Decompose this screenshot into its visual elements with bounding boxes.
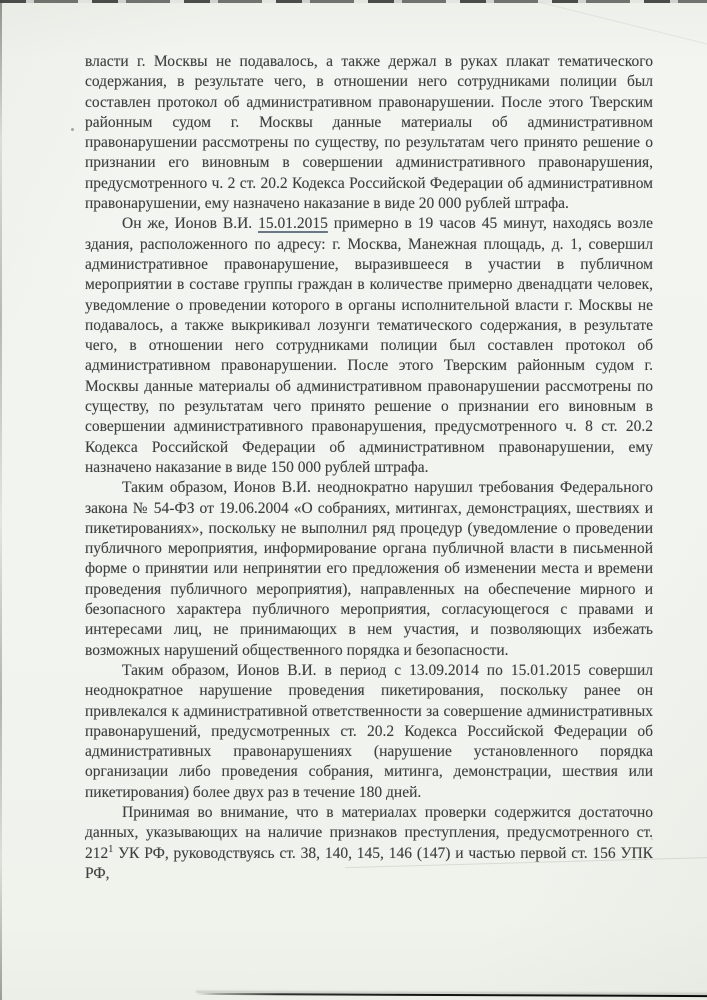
scan-artifact-top-edge — [0, 0, 707, 3]
paragraph-second-offense-fine-150000 — [85, 214, 653, 478]
document-text-block — [85, 52, 653, 884]
scan-artifact-left-edge — [0, 0, 2, 1000]
underlined-date: 15.01.2015 — [258, 215, 328, 233]
paragraph-conclusion-criminal-signs — [85, 803, 653, 884]
paragraph-text: Принимая во внимание, что в материалах проверки содержится достаточно данных, указывающих на наличие признаков преступления, предусмотренного ст. 212 — [85, 803, 653, 862]
paragraph-text: власти г. Москвы не подавалось, а также держал в руках плакат тематического содержания, в результате чего, в отношении него сотрудниками полиции был составлен протокол об административном правонарушении. После этого Тверским районным судом г. Москвы данные материалы об административном правонарушении рассмотрены по существу, по результатам чего принято решение о признании его виновным в совершении административного правонарушения, предусмотренного ч. 2 ст. 20.2 Кодекса Российской Федерации об административном правонарушении, ему назначено наказание в виде 20 000 рублей штрафа. — [85, 53, 653, 213]
paragraph-admin-offense-fine-20000 — [85, 52, 653, 214]
paragraph-text: примерно в 19 часов 45 минут, находясь возле здания, расположенного по адресу: г. Москва, Манежная площадь, д. 1, совершил административное правонарушение, выразившееся в участии в публичном мероприятии в составе группы граждан в количестве примерно двенадцати человек, уведомление о проведении которого в органы исполнительной власти г. Москвы не подавалось, а также выкрикивал лозунги тематического содержания, в результате чего, в отношении него сотрудниками полиции был составлен протокол об административном правонарушении. После этого Тверским районным судом г. Москвы данные материалы об административном правонарушении рассмотрены по существу, по результатам чего принято решение о признании его виновным в совершении административного правонарушения, предусмотренного ч. 8 ст. 20.2 Кодекса Российской Федерации об административном правонарушении, ему назначено наказание в виде 150 000 рублей штрафа. — [85, 215, 653, 476]
statute-superscript: 1 — [108, 843, 114, 855]
paragraph-text: Таким образом, Ионов В.И. неоднократно нарушил требования Федерального закона № 54-ФЗ от 19.06.2004 «О собраниях, митингах, демонстрациях, шествиях и пикетированиях», поскольку не выполнил ряд процедур (уведомление о проведении публичного мероприятия, информирование органа публичной власти в письменной форме о принятии или непринятии его предложения об изменении места и времени проведения публичного мероприятия), направленных на обеспечение мирного и безопасного характера публичного мероприятия, согласующегося с правами и интересами лиц, не принимающих в нем участия, и позволяющих избежать возможных нарушений общественного порядка и безопасности. — [85, 479, 653, 659]
scan-artifact-bottom-line — [196, 993, 707, 997]
paper-crease-top — [484, 0, 707, 49]
paragraph-repeated-picketing-violation — [85, 661, 653, 803]
paragraph-federal-law-violations — [85, 478, 653, 661]
paragraph-text: Он же, Ионов В.И. — [122, 215, 259, 233]
paragraph-text: Таким образом, Ионов В.И. в период с 13.09.2014 по 15.01.2015 совершил неоднократное нарушение проведения пикетирования, поскольку ранее он привлекался к административной ответственности за совершение административных правонарушений, предусмотренных ст. 20.2 Кодекса Российской Федерации об административных правонарушениях (нарушение установленного порядка организации либо проведения собрания, митинга, демонстрации, шествия или пикетирования) более двух раз в течение 180 дней. — [85, 661, 653, 801]
scan-speck — [71, 128, 74, 131]
paragraph-text: УК РФ, руководствуясь ст. 38, 140, 145, 146 (147) и частью первой ст. 156 УПК РФ, — [85, 844, 653, 882]
